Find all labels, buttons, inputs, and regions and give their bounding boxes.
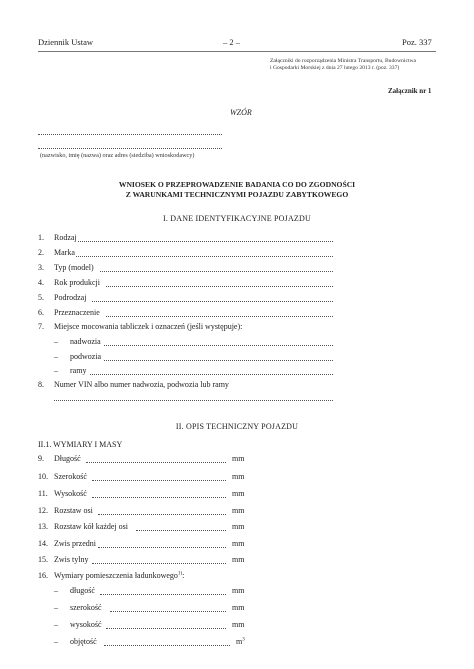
item-10-field[interactable]	[92, 480, 226, 481]
page-number: – 2 –	[223, 37, 240, 47]
item-10-label: Szerokość	[54, 472, 87, 481]
item-16a-unit: mm	[232, 586, 245, 595]
item-16a-dash: –	[54, 586, 58, 595]
item-7b-dash: –	[54, 352, 58, 361]
item-14-label: Zwis przedni	[54, 539, 96, 548]
template-label: WZÓR	[230, 108, 252, 117]
item-4-field[interactable]	[106, 286, 333, 287]
item-7c-dash: –	[54, 366, 58, 375]
appendix-label: Załącznik nr 1	[388, 87, 432, 95]
item-12-label: Rozstaw osi	[54, 506, 93, 515]
appendix-note	[270, 58, 416, 72]
applicant-caption: (nazwisko, imię (nazwa) oraz adres (siedziba) wnioskodawcy)	[40, 152, 195, 159]
item-1-field[interactable]	[78, 241, 333, 242]
item-16b-label: szerokość	[70, 603, 102, 612]
item-16-footnote: 1)	[177, 571, 183, 577]
item-9-unit: mm	[232, 454, 245, 463]
item-10-number: 10.	[38, 472, 48, 481]
position-number: Poz. 337	[402, 37, 432, 47]
item-14-unit: mm	[232, 539, 245, 548]
item-16d-field[interactable]	[104, 645, 230, 646]
item-12-field[interactable]	[98, 514, 226, 515]
item-8-number: 8.	[38, 380, 44, 389]
item-10-unit: mm	[232, 472, 245, 481]
item-16-label	[54, 571, 184, 580]
item-11-unit: mm	[232, 489, 245, 498]
item-13-unit: mm	[232, 522, 245, 531]
item-15-number: 15.	[38, 555, 48, 564]
item-7a-label: nadwozia	[70, 337, 101, 346]
item-4-label: Rok produkcji	[54, 278, 100, 287]
item-7a-field[interactable]	[104, 345, 333, 346]
item-16d-dash: –	[54, 637, 58, 646]
item-9-label: Długość	[54, 454, 81, 463]
item-16c-unit: mm	[232, 620, 245, 629]
item-1-number: 1.	[38, 233, 44, 242]
item-9-number: 9.	[38, 454, 44, 463]
section-1-title: I. DANE IDENTYFIKACYJNE POJAZDU	[163, 214, 311, 223]
section-2-title: II. OPIS TECHNICZNY POJAZDU	[175, 422, 299, 431]
appendix-note-line-2: i Gospodarki Morskiej z dnia 27 lutego 2013 r. (poz. 337)	[270, 64, 400, 71]
item-6-field[interactable]	[106, 316, 333, 317]
appendix-note-line-1: Załączniki do rozporządzenia Ministra Transportu, Budownictwa	[270, 58, 417, 64]
item-6-label: Przeznaczenie	[54, 308, 100, 317]
item-1-label: Rodzaj	[54, 233, 77, 242]
item-11-field[interactable]	[92, 497, 226, 498]
item-7a-dash: –	[54, 337, 58, 346]
item-16d-unit	[236, 637, 245, 646]
item-16-number: 16.	[38, 571, 48, 580]
item-12-number: 12.	[38, 506, 48, 515]
item-11-number: 11.	[38, 489, 48, 498]
item-4-number: 4.	[38, 278, 44, 287]
item-14-field[interactable]	[98, 547, 226, 548]
item-7c-label: ramy	[70, 366, 87, 375]
item-16d-label: objętość	[70, 637, 97, 646]
item-7-label: Miejsce mocowania tabliczek i oznaczeń (jeśli występuje):	[54, 322, 243, 331]
item-2-number: 2.	[38, 248, 44, 257]
item-16-colon: :	[182, 571, 185, 580]
item-13-number: 13.	[38, 522, 48, 531]
item-7b-field[interactable]	[104, 360, 333, 361]
item-15-label: Zwis tylny	[54, 555, 89, 564]
item-5-number: 5.	[38, 293, 44, 302]
applicant-line-1[interactable]	[38, 134, 222, 135]
header-rule	[38, 51, 436, 52]
item-16d-unit-text: m	[236, 637, 243, 646]
item-13-label: Rozstaw kół każdej osi	[54, 522, 128, 531]
item-16c-field[interactable]	[106, 628, 226, 629]
item-9-field[interactable]	[86, 462, 226, 463]
item-7b-label: podwozia	[70, 352, 102, 361]
journal-name: Dziennik Ustaw	[38, 37, 94, 47]
item-15-field[interactable]	[92, 563, 226, 564]
form-title	[38, 180, 436, 199]
applicant-line-2[interactable]	[38, 148, 222, 149]
item-6-number: 6.	[38, 308, 44, 317]
item-15-unit: mm	[232, 555, 245, 564]
item-16c-dash: –	[54, 620, 58, 629]
item-11-label: Wysokość	[54, 489, 87, 498]
item-16b-unit: mm	[232, 603, 245, 612]
item-2-label: Marka	[54, 248, 75, 257]
item-16-label-text: Wymiary pomieszczenia ładunkowego	[54, 571, 178, 580]
item-5-field[interactable]	[92, 301, 333, 302]
item-3-label: Typ (model)	[54, 263, 94, 272]
item-7-number: 7.	[38, 322, 44, 331]
form-title-line-1: WNIOSEK O PRZEPROWADZENIE BADANIA CO DO ZGODNOŚCI	[118, 180, 356, 189]
form-title-line-2: Z WARUNKAMI TECHNICZNYMI POJAZDU ZABYTKOWEGO	[125, 189, 349, 199]
item-7c-field[interactable]	[90, 374, 333, 375]
item-14-number: 14.	[38, 539, 48, 548]
item-16b-field[interactable]	[110, 611, 226, 612]
item-3-number: 3.	[38, 263, 44, 272]
item-16d-unit-sup: 3	[242, 637, 245, 643]
item-16c-label: wysokość	[70, 620, 102, 629]
item-16b-dash: –	[54, 603, 58, 612]
item-16a-label: długość	[70, 586, 95, 595]
item-12-unit: mm	[232, 506, 245, 515]
item-13-field[interactable]	[136, 530, 226, 531]
item-8-field[interactable]	[54, 400, 333, 401]
section-2-1-title: II.1. WYMIARY I MASY	[38, 440, 123, 449]
item-3-field[interactable]	[100, 271, 333, 272]
item-2-field[interactable]	[76, 256, 333, 257]
item-8-label: Numer VIN albo numer nadwozia, podwozia lub ramy	[54, 380, 229, 389]
item-5-label: Podrodzaj	[54, 293, 87, 302]
item-16a-field[interactable]	[100, 594, 226, 595]
